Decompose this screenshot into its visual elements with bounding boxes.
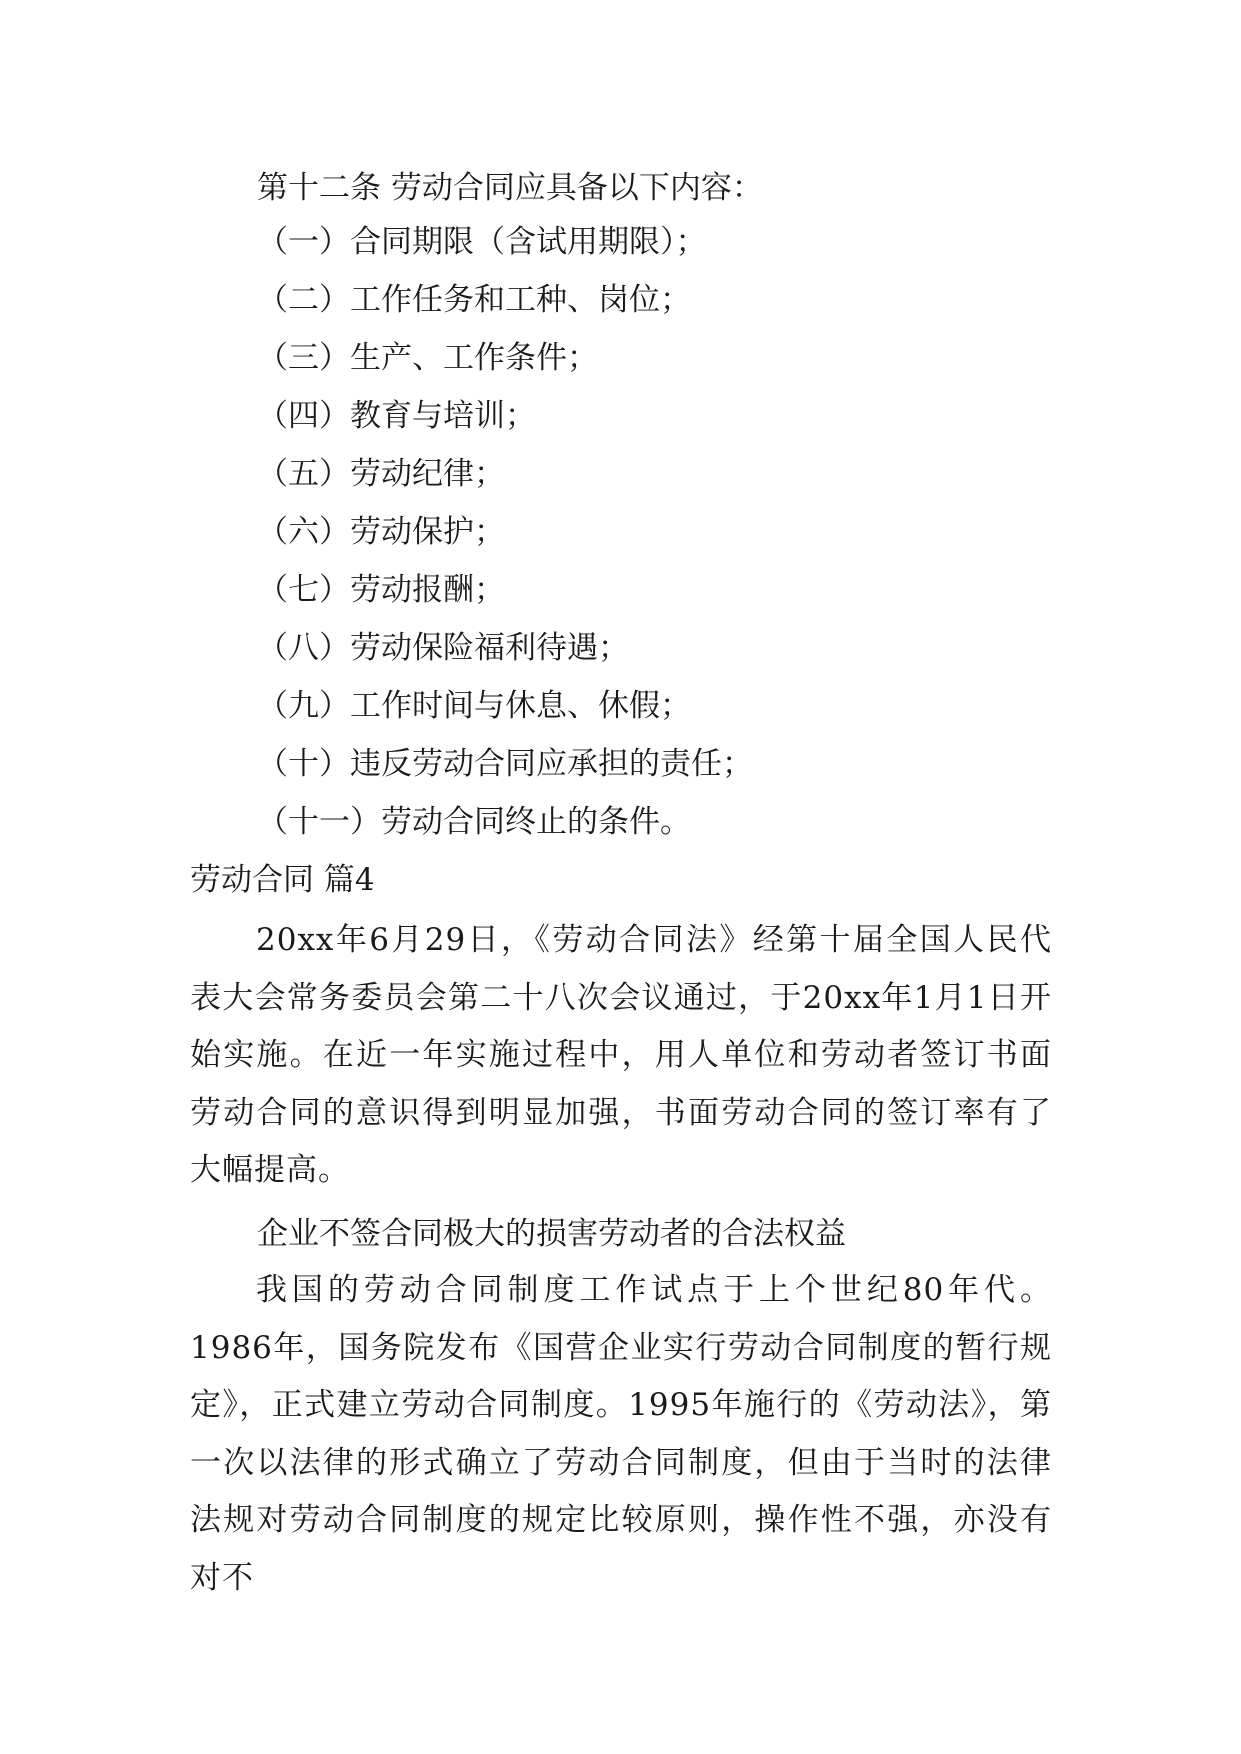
body-paragraph: 20xx年6月29日，《劳动合同法》经第十届全国人民代表大会常务委员会第二十八次会议通过，于20xx年1月1日开始实施。在近一年实施过程中，用人单位和劳动者签订书面劳动合同的意识得到明显加强，书面劳动合同的签订率有了大幅提高。: [190, 922, 1052, 1189]
section-title: 劳动合同 篇4: [190, 862, 375, 898]
list-item: （九）工作时间与休息、休假；: [257, 688, 691, 724]
list-item: （六）劳动保护；: [257, 514, 505, 550]
list-item: （一）合同期限（含试用期限）；: [257, 224, 707, 260]
list-item: （十一）劳动合同终止的条件。: [257, 804, 691, 840]
list-item: （八）劳动保险福利待遇；: [257, 630, 629, 666]
list-item: （四）教育与培训；: [257, 398, 536, 434]
list-item: （十）违反劳动合同应承担的责任；: [257, 746, 753, 782]
article-heading: 第十二条 劳动合同应具备以下内容：: [257, 170, 763, 206]
list-item: （七）劳动报酬；: [257, 572, 505, 608]
body-paragraph: 我国的劳动合同制度工作试点于上个世纪80年代。1986年，国务院发布《国营企业实行劳动合同制度的暂行规定》，正式建立劳动合同制度。1995年施行的《劳动法》，第一次以法律的形式确立了劳动合同制度，但由于当时的法律法规对劳动合同制度的规定比较原则，操作性不强，亦没有对不: [190, 1272, 1052, 1596]
list-item: （五）劳动纪律；: [257, 456, 505, 492]
list-item: （二）工作任务和工种、岗位；: [257, 282, 691, 318]
list-item: （三）生产、工作条件；: [257, 340, 598, 376]
subheading: 企业不签合同极大的损害劳动者的合法权益: [257, 1216, 846, 1252]
